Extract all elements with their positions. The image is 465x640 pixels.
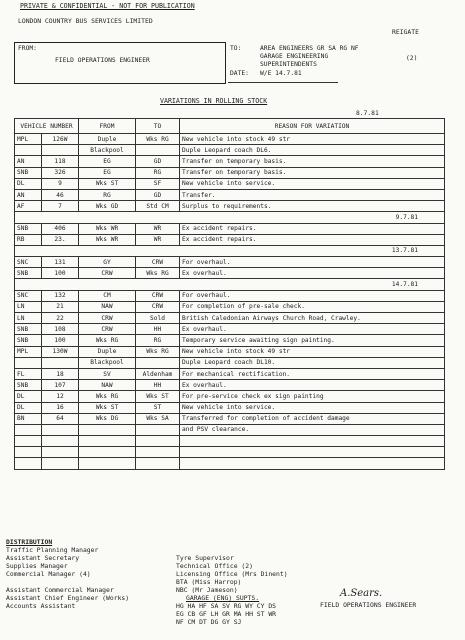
cell-prefix (15, 145, 42, 156)
garage-line-2: EG CB GF LH GR MA HH ST WR (176, 610, 277, 618)
cell-from: EG (79, 167, 136, 178)
cell-prefix: SNC (15, 290, 42, 301)
table-row (15, 134, 445, 145)
cell-prefix: SNB (15, 324, 42, 335)
cell-from: Wks WR (79, 234, 136, 245)
date-row (15, 212, 445, 223)
table-row (15, 402, 445, 413)
cell-number: 406 (42, 223, 79, 234)
cell-reason: Ex accident repairs. (180, 223, 445, 234)
cell-from: Wks DG (79, 413, 136, 424)
cell-from: GY (79, 257, 136, 268)
cell-number: 12 (42, 391, 79, 402)
cell-reason: New vehicle into service. (180, 178, 445, 189)
dist-left-3: Supplies Manager (6, 562, 68, 570)
table-row (15, 324, 445, 335)
dist-left2-1: Assistant Commercial Manager (6, 586, 114, 594)
date-divider: 9.7.81 (15, 212, 445, 223)
cell-prefix: AF (15, 201, 42, 212)
table-row (15, 167, 445, 178)
table-row (15, 178, 445, 189)
dist-left-4: Commercial Manager (4) (6, 570, 91, 578)
dist-left-1: Traffic Planning Manager (6, 546, 99, 554)
dist-right-5: NBC (Mr Jameson) (176, 586, 238, 594)
cell-reason: and PSV clearance. (180, 424, 445, 435)
location: REIGATE (392, 28, 419, 36)
cell-prefix: BN (15, 413, 42, 424)
cell-from: CRW (79, 268, 136, 279)
cell-prefix: DL (15, 402, 42, 413)
cell-reason (180, 458, 445, 469)
garage-line-1: HG HA HF SA SV RG WY CY DS (176, 602, 277, 610)
signature-title: FIELD OPERATIONS ENGINEER (320, 601, 417, 609)
dist-right-2: Technical Office (2) (176, 562, 253, 570)
to-label: TO: (230, 45, 242, 52)
cell-from: CM (79, 290, 136, 301)
cell-from: Wks ST (79, 402, 136, 413)
from-value: FIELD OPERATIONS ENGINEER (55, 57, 150, 64)
dist-right-3: Licensing Office (Mrs Dinent) (176, 570, 288, 578)
cell-reason: New vehicle into stock 49 str (180, 346, 445, 357)
cell-number: 7 (42, 201, 79, 212)
dist-left2-3: Accounts Assistant (6, 602, 76, 610)
cell-number: 132 (42, 290, 79, 301)
company-name: LONDON COUNTRY BUS SERVICES LIMITED (18, 17, 153, 25)
cell-reason: For completion of pre-sale check. (180, 301, 445, 312)
table-row (15, 145, 445, 156)
table-row (15, 234, 445, 245)
cell-from (79, 436, 136, 447)
cell-number: 22 (42, 313, 79, 324)
table-row (15, 313, 445, 324)
table-row (15, 257, 445, 268)
cell-from: NAW (79, 301, 136, 312)
cell-to (136, 436, 180, 447)
date-row (15, 279, 445, 290)
dist-right-4: BTA (Miss Harrop) (176, 578, 242, 586)
cell-to: GD (136, 189, 180, 200)
cell-number: 131 (42, 257, 79, 268)
cell-reason: For overhaul. (180, 290, 445, 301)
cell-reason (180, 447, 445, 458)
cell-reason: Transfer on temporary basis. (180, 156, 445, 167)
cell-reason: Ex overhaul. (180, 324, 445, 335)
table-row (15, 290, 445, 301)
table-row (15, 223, 445, 234)
cell-from: SV (79, 368, 136, 379)
cell-to: HH (136, 380, 180, 391)
col-reason: REASON FOR VARIATION (180, 119, 445, 134)
cell-from: Wks GD (79, 201, 136, 212)
to-line-2: GARAGE ENGINEERING (260, 53, 329, 60)
cell-to: RG (136, 335, 180, 346)
dist-left2-2: Assistant Chief Engineer (Works) (6, 594, 130, 602)
cell-number (42, 458, 79, 469)
cell-number: 18 (42, 368, 79, 379)
cell-number: 118 (42, 156, 79, 167)
cell-reason: Duple Leopard coach DL10. (180, 357, 445, 368)
cell-prefix: DL (15, 178, 42, 189)
cell-number: 46 (42, 189, 79, 200)
to-line-1: AREA ENGINEERS GR SA RG NF (260, 45, 359, 52)
cell-reason: Transfer. (180, 189, 445, 200)
cell-reason: British Caledonian Airways Church Road, Crawley. (180, 313, 445, 324)
cell-from: Duple (79, 346, 136, 357)
cell-number: 130W (42, 346, 79, 357)
cell-from (79, 447, 136, 458)
cell-number (42, 436, 79, 447)
to-line-3: SUPERINTENDENTS (260, 61, 317, 68)
from-box (14, 42, 226, 84)
table-row (15, 189, 445, 200)
date-divider: 13.7.81 (15, 245, 445, 256)
cell-from: Duple (79, 134, 136, 145)
garage-heading: GARAGE (ENG) SUPTS. (186, 594, 260, 602)
cell-prefix: SNB (15, 268, 42, 279)
col-from: FROM (79, 119, 136, 134)
cell-from: CRW (79, 324, 136, 335)
cell-prefix: DL (15, 391, 42, 402)
table-row (15, 391, 445, 402)
cell-reason: For mechanical rectification. (180, 368, 445, 379)
reference-number: (2) (406, 55, 418, 62)
cell-from: Wks RG (79, 391, 136, 402)
cell-to: ST (136, 402, 180, 413)
table-row (15, 380, 445, 391)
cell-number: 107 (42, 380, 79, 391)
cell-reason: For pre-service check ex sign painting (180, 391, 445, 402)
cell-number: 9 (42, 178, 79, 189)
table-row (15, 424, 445, 435)
cell-reason: Surplus to requirements. (180, 201, 445, 212)
cell-from: Wks ST (79, 178, 136, 189)
col-vehicle-number: VEHICLE NUMBER (15, 119, 79, 134)
cell-from: CRW (79, 313, 136, 324)
date-underline (228, 82, 338, 83)
date-value: W/E 14.7.81 (260, 70, 302, 77)
cell-to: WR (136, 223, 180, 234)
cell-number: 64 (42, 413, 79, 424)
cell-number: 23. (42, 234, 79, 245)
cell-to (136, 458, 180, 469)
cell-from: Blackpool (79, 357, 136, 368)
table-row (15, 413, 445, 424)
cell-to: HH (136, 324, 180, 335)
cell-from: Wks WR (79, 223, 136, 234)
cell-to: Wks RG (136, 346, 180, 357)
cell-prefix (15, 447, 42, 458)
cell-prefix: MPL (15, 134, 42, 145)
cell-prefix (15, 436, 42, 447)
cell-to: Wks RG (136, 134, 180, 145)
distribution-heading: DISTRIBUTION (6, 538, 53, 546)
col-to: TO (136, 119, 180, 134)
cell-number (42, 447, 79, 458)
cell-from: Wks RG (79, 335, 136, 346)
date-label: DATE: (230, 70, 249, 77)
cell-to (136, 424, 180, 435)
table-row (15, 335, 445, 346)
cell-to: CRW (136, 290, 180, 301)
cell-reason: Temporary service awaiting sign painting. (180, 335, 445, 346)
cell-to: Wks SA (136, 413, 180, 424)
cell-prefix: FL (15, 368, 42, 379)
confidential-notice: PRIVATE & CONFIDENTIAL - NOT FOR PUBLICATION (20, 2, 195, 10)
cell-prefix: LN (15, 313, 42, 324)
date-divider: 14.7.81 (15, 279, 445, 290)
date-row (15, 245, 445, 256)
cell-from: Blackpool (79, 145, 136, 156)
cell-prefix (15, 458, 42, 469)
cell-to: GD (136, 156, 180, 167)
to-box (228, 42, 450, 92)
cell-reason: New vehicle into service. (180, 402, 445, 413)
cell-number: 108 (42, 324, 79, 335)
cell-to: Sold (136, 313, 180, 324)
cell-reason: Ex accident repairs. (180, 234, 445, 245)
cell-to: Aldenham (136, 368, 180, 379)
cell-prefix: SNB (15, 223, 42, 234)
table-row (15, 156, 445, 167)
cell-number: 16 (42, 402, 79, 413)
cell-prefix: AN (15, 189, 42, 200)
cell-to (136, 447, 180, 458)
cell-to: SF (136, 178, 180, 189)
table-row (15, 301, 445, 312)
cell-from: EG (79, 156, 136, 167)
cell-prefix: SNC (15, 257, 42, 268)
table-row (15, 436, 445, 447)
cell-to (136, 145, 180, 156)
cell-number: 100 (42, 268, 79, 279)
cell-from (79, 458, 136, 469)
garage-line-3: NF CM DT DG GY SJ (176, 618, 242, 626)
cell-to: RG (136, 167, 180, 178)
cell-from: NAW (79, 380, 136, 391)
rolling-stock-table (14, 118, 445, 470)
cell-from: RG (79, 189, 136, 200)
cell-prefix: SNB (15, 380, 42, 391)
cell-prefix (15, 357, 42, 368)
cell-to: CRW (136, 301, 180, 312)
table-row (15, 458, 445, 469)
cell-reason: Ex overhaul. (180, 268, 445, 279)
table-row (15, 201, 445, 212)
cell-prefix: MPL (15, 346, 42, 357)
cell-reason: For overhaul. (180, 257, 445, 268)
cell-number: 21 (42, 301, 79, 312)
cell-to: CRW (136, 257, 180, 268)
cell-number (42, 357, 79, 368)
date-8-7-81: 8.7.81 (356, 110, 379, 117)
cell-to: Std CM (136, 201, 180, 212)
table-row (15, 268, 445, 279)
table-row (15, 346, 445, 357)
cell-reason: Transferred for completion of accident damage (180, 413, 445, 424)
cell-reason: New vehicle into stock 49 str (180, 134, 445, 145)
cell-number: 326 (42, 167, 79, 178)
cell-prefix: SNB (15, 167, 42, 178)
table-row (15, 447, 445, 458)
cell-to (136, 357, 180, 368)
cell-prefix: RB (15, 234, 42, 245)
document-title: VARIATIONS IN ROLLING STOCK (160, 97, 268, 105)
cell-number: 126W (42, 134, 79, 145)
cell-to: Wks ST (136, 391, 180, 402)
cell-to: Wks RG (136, 268, 180, 279)
cell-reason (180, 436, 445, 447)
cell-prefix: LN (15, 301, 42, 312)
from-label: FROM: (18, 45, 37, 52)
dist-left-2: Assistant Secretary (6, 554, 80, 562)
cell-prefix (15, 424, 42, 435)
table-row (15, 368, 445, 379)
dist-right-1: Tyre Supervisor (176, 554, 234, 562)
cell-reason: Transfer on temporary basis. (180, 167, 445, 178)
signature: A.Sears. (340, 588, 383, 599)
cell-number (42, 145, 79, 156)
cell-from (79, 424, 136, 435)
cell-number (42, 424, 79, 435)
table-row (15, 357, 445, 368)
cell-number: 100 (42, 335, 79, 346)
cell-prefix: SNB (15, 335, 42, 346)
cell-prefix: AN (15, 156, 42, 167)
cell-reason: Duple Leopard coach DL6. (180, 145, 445, 156)
cell-reason: Ex overhaul. (180, 380, 445, 391)
cell-to: WR (136, 234, 180, 245)
